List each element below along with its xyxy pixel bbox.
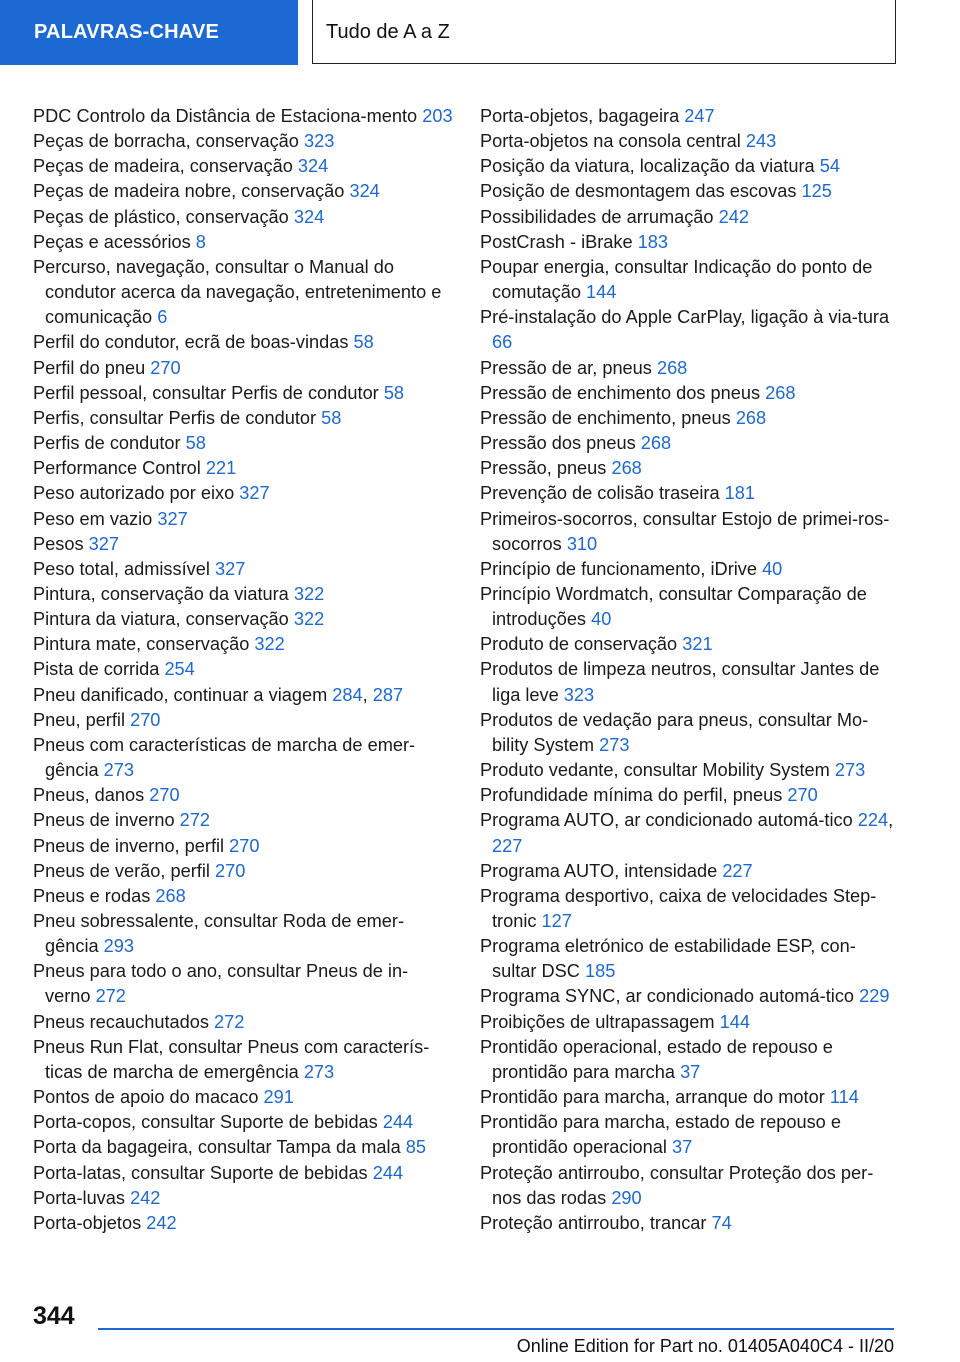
entry-term: Peças e acessórios [33,231,191,252]
entry-term: Pneus de inverno [33,810,175,831]
index-entry [33,1035,453,1085]
index-entry [480,859,900,884]
entry-term: Pneus Run Flat, consultar Pneus com caracterís-ticas de marcha de emergência [33,1036,430,1082]
entry-term: Produto vedante, consultar Mobility System [480,760,830,781]
page-link[interactable]: 268 [735,407,767,428]
index-entry [33,632,453,657]
page-link[interactable]: 324 [293,206,325,227]
entry-term: Poupar energia, consultar Indicação do ponto de comutação [480,256,873,303]
page-link[interactable]: 242 [130,1187,161,1208]
entry-term: Programa desportivo, caixa de velocidades Step-tronic [480,885,877,931]
page-link[interactable]: 327 [88,533,119,554]
index-entry [480,104,900,129]
entry-term: Pintura mate, conservação [33,634,250,655]
page-link[interactable]: 321 [682,634,713,655]
page-link[interactable]: 58 [383,382,405,403]
page-link[interactable]: 322 [293,583,325,604]
entry-term: PostCrash - iBrake [480,231,633,252]
page-link[interactable]: 270 [215,860,246,881]
entry-term: Pneus de verão, perfil [33,860,210,881]
entry-term: Profundidade mínima do perfil, pneus [480,785,783,806]
index-entry [33,607,453,632]
index-entry [33,884,453,909]
entry-term: Prontidão para marcha, estado de repouso e prontidão operacional [480,1112,841,1158]
entry-term: Programa SYNC, ar condicionado automá-tico [480,986,855,1007]
entry-term: Pneus com características de marcha de emer-gência [33,734,416,781]
page-link[interactable]: 54 [819,156,840,177]
page-link[interactable]: 127 [541,911,572,931]
index-entry [480,758,900,783]
index-entry [33,708,453,733]
index-entry [33,356,453,381]
page-link[interactable]: 270 [149,785,180,806]
page-link[interactable]: 273 [303,1061,335,1082]
entry-term: Prontidão operacional, estado de repouso e prontidão para marcha [480,1036,833,1082]
index-entry [33,431,453,456]
entry-term: Pista de corrida [33,659,160,680]
page-link[interactable]: 268 [656,357,688,378]
index-entry: Pneu danificado, continuar a viagem 284, 287 [33,684,404,705]
entry-term: Peças de madeira, conservação [33,156,293,177]
entry-term: Perfil pessoal, consultar Perfis de condutor [33,382,379,403]
page-link[interactable]: 58 [353,332,374,353]
index-column-right [480,104,900,1236]
entry-term: Pressão, pneus [480,458,607,479]
index-entry [33,1085,453,1110]
entry-term: Pressão de enchimento, pneus [480,407,731,428]
index-entry [33,205,453,230]
entry-term: Posição de desmontagem das escovas [480,181,797,202]
entry-term: Produtos de vedação para pneus, consultar Mo-bility System [480,709,869,755]
page-link[interactable]: 324 [349,181,380,202]
index-entry [480,205,900,230]
page-link[interactable]: 268 [611,458,642,479]
index-entry [33,381,453,406]
index-entry [480,230,900,255]
page-link[interactable]: 327 [157,508,188,529]
page-link[interactable]: 254 [164,659,195,680]
index-entry [33,456,453,481]
page-link[interactable]: 323 [303,131,335,152]
page-link[interactable]: 58 [321,407,342,428]
page-link[interactable]: 322 [254,634,285,655]
entry-term: Peças de plástico, conservação [33,206,289,227]
index-entry [33,657,453,682]
page-link[interactable]: 144 [586,282,617,303]
page-link[interactable]: 272 [179,810,210,831]
entry-term: Princípio Wordmatch, consultar Comparação de introduções [480,583,867,630]
entry-term: Pintura da viatura, conservação [33,609,289,630]
page-link[interactable]: 40 [591,609,612,630]
index-entry [33,859,453,884]
entry-term: Peças de borracha, conservação [33,131,299,152]
section-tab: PALAVRAS-CHAVE [0,0,298,65]
page-link[interactable]: 270 [130,709,161,730]
page-link[interactable]: 284 [332,684,363,705]
index-entry [33,557,453,582]
page-link[interactable]: 293 [103,936,135,957]
page-title: Tudo de A a Z [326,21,450,43]
entry-term: Porta-latas, consultar Suporte de bebidas [33,1162,368,1183]
page-link[interactable]: 324 [297,156,329,177]
index-entry [480,456,900,481]
page-link[interactable]: 310 [566,533,598,554]
index-entry [480,255,900,305]
page-link[interactable]: 242 [146,1212,177,1233]
page-link[interactable]: 58 [185,433,206,454]
index-entry [33,406,453,431]
index-entry [480,381,900,406]
index-entry [480,431,900,456]
index-entry [33,1211,453,1236]
index-entry [33,733,453,783]
index-entry [480,154,900,179]
index-entry [33,230,453,255]
entry-term: Porta-objetos na consola central [480,131,741,152]
index-entry [33,507,453,532]
page-link[interactable]: 183 [637,231,669,252]
page-link[interactable]: 144 [719,1011,750,1032]
entry-term: Pneus para todo o ano, consultar Pneus de in-verno [33,961,409,1007]
index-entry [33,129,453,154]
entry-term: Produtos de limpeza neutros, consultar Jantes de liga leve [480,659,880,705]
page-link[interactable]: 322 [293,609,325,630]
index-entry [33,1135,453,1160]
index-entry [480,632,900,657]
entry-term: Pneus de inverno, perfil [33,835,225,856]
index-entry [480,934,900,984]
index-entry [33,154,453,179]
entry-term: Porta-copos, consultar Suporte de bebidas [33,1112,378,1133]
entry-term: Peso autorizado por eixo [33,483,235,504]
page-link[interactable]: 291 [263,1087,294,1108]
entry-term: Perfis, consultar Perfis de condutor [33,407,317,428]
page-link[interactable]: 181 [724,483,756,504]
index-entry [33,481,453,506]
page-link[interactable]: 270 [787,785,818,806]
entry-term: PDC Controlo da Distância de Estaciona-mento [33,106,418,126]
page-link[interactable]: 85 [405,1137,426,1158]
entry-term: Pressão de ar, pneus [480,357,652,378]
page-link[interactable]: 125 [801,181,832,202]
entry-term: Peças de madeira nobre, conservação [33,181,345,202]
index-entry [33,909,453,959]
index-entry [33,959,453,1009]
index-entry [33,582,453,607]
index-entry [480,507,900,557]
index-entry [33,179,453,204]
footer-text: Online Edition for Part no. 01405A040C4 - II/20 [516,1336,894,1356]
entry-term: Perfil do pneu [33,357,146,378]
entry-term: Porta-objetos [33,1212,142,1233]
page-link[interactable]: 242 [718,206,749,227]
index-entry [33,834,453,859]
index-column-left [33,104,453,1236]
entry-term: Pré-instalação do Apple CarPlay, ligação à via-tura [480,307,890,328]
page-link[interactable]: 327 [214,558,246,579]
page-link[interactable]: 8 [195,231,206,252]
page-link[interactable]: 114 [829,1087,859,1108]
index-entry [480,481,900,506]
index-entry [480,1110,900,1160]
entry-term: Proteção antirroubo, consultar Proteção dos per-nos das rodas [480,1162,874,1208]
page-link[interactable]: 244 [372,1162,404,1183]
entry-term: Posição da viatura, localização da viatura [480,156,815,177]
entry-term: Perfis de condutor [33,433,181,454]
page-link[interactable]: 66 [492,332,513,353]
page-link[interactable]: 273 [834,760,866,781]
index-entry [480,179,900,204]
page-link[interactable]: 244 [382,1112,414,1133]
entry-term: Pressão dos pneus [480,433,636,454]
index-entry [33,1010,453,1035]
index-entry [480,708,900,758]
page-link[interactable]: 272 [95,986,126,1007]
index-entry [480,1211,900,1236]
page-link[interactable]: 185 [585,961,616,982]
index-entry [480,1010,900,1035]
entry-term: Performance Control [33,458,201,479]
index-entry [480,1085,900,1110]
index-entry [33,1161,453,1186]
entry-term: Porta-objetos, bagageira [480,106,680,126]
entry-term: Percurso, navegação, consultar o Manual do condutor acerca da navegação, entretenimento e comunicação [33,256,442,328]
entry-term: Programa AUTO, ar condicionado automá-tico [480,810,853,831]
entry-term: Programa AUTO, intensidade [480,860,718,881]
page-link[interactable]: 287 [372,684,404,705]
page-link[interactable]: 272 [214,1011,245,1032]
page-link[interactable]: 229 [859,986,890,1007]
page-link[interactable]: 323 [563,684,595,705]
entry-term: Pintura, conservação da viatura [33,583,289,604]
entry-term: Programa eletrónico de estabilidade ESP, con-sultar DSC [480,936,856,982]
index-entry [33,255,453,330]
entry-term: Pressão de enchimento dos pneus [480,382,761,403]
index-entry [33,330,453,355]
page-link[interactable]: 327 [239,483,270,504]
page-link[interactable]: 224 [857,810,889,831]
entry-term: Perfil do condutor, ecrã de boas-vindas [33,332,349,353]
page-link[interactable]: 221 [205,458,237,479]
entry-term: Pesos [33,533,84,554]
page-number: 344 [33,1302,75,1330]
page-link[interactable]: 227 [492,835,523,856]
page-link[interactable]: 40 [762,558,783,579]
index-entry [480,356,900,381]
index-entry [480,1035,900,1085]
index-entry [480,783,900,808]
page-link[interactable]: 37 [672,1137,693,1158]
page-link[interactable]: 74 [711,1212,732,1233]
index-entry [33,808,453,833]
entry-term: Porta da bagageira, consultar Tampa da mala [33,1137,401,1158]
page-link[interactable]: 227 [722,860,753,881]
entry-term: Produto de conservação [480,634,678,655]
index-entry [33,532,453,557]
entry-term: Peso total, admissível [33,558,210,579]
page-link[interactable]: 270 [150,357,181,378]
entry-term: Peso em vazio [33,508,153,529]
index-entry [480,557,900,582]
entry-term: Princípio de funcionamento, iDrive [480,558,757,579]
index-entry [33,1186,453,1211]
index-entry [33,1110,453,1135]
page-link[interactable]: 247 [684,106,715,126]
entry-term: Prevenção de colisão traseira [480,483,720,504]
entry-term: Pneu sobressalente, consultar Roda de emer-gência [33,911,405,957]
page-link[interactable]: 268 [765,382,796,403]
index-entry [33,104,453,129]
entry-term: Pneus recauchutados [33,1011,209,1032]
index-entry [33,783,453,808]
entry-term: Proibições de ultrapassagem [480,1011,715,1032]
entry-term: Prontidão para marcha, arranque do motor [480,1087,825,1108]
index-entry [480,129,900,154]
footer-divider [98,1328,894,1330]
entry-term: Porta-luvas [33,1187,125,1208]
entry-term: Pontos de apoio do macaco [33,1087,259,1108]
page-link[interactable]: 6 [157,307,168,328]
entry-term: Pneus, danos [33,785,145,806]
page-link[interactable]: 270 [229,835,260,856]
page-link[interactable]: 268 [640,433,672,454]
entry-term: Possibilidades de arrumação [480,206,714,227]
page-link[interactable]: 290 [611,1187,642,1208]
index-entry [480,657,900,707]
entry-term: Pneu, perfil [33,709,126,730]
page-link[interactable]: 37 [680,1061,701,1082]
page-link[interactable]: 273 [103,760,135,781]
index-entry [480,406,900,431]
index-entry [480,984,900,1009]
page-link[interactable]: 203 [422,106,453,126]
index-entry: Programa AUTO, ar condicionado automá-tico 224, 227 [480,810,894,856]
entry-term: Pneus e rodas [33,885,151,906]
index-entry [480,1161,900,1211]
page-link[interactable]: 268 [155,885,186,906]
entry-term: Proteção antirroubo, trancar [480,1212,707,1233]
page-link[interactable]: 273 [599,734,630,755]
index-entry [480,305,900,355]
entry-term: Pneu danificado, continuar a viagem [33,684,328,705]
page-link[interactable]: 243 [745,131,777,152]
entry-term: Primeiros-socorros, consultar Estojo de primei-ros-socorros [480,508,890,554]
index-entry [480,884,900,934]
index-entry [480,582,900,632]
